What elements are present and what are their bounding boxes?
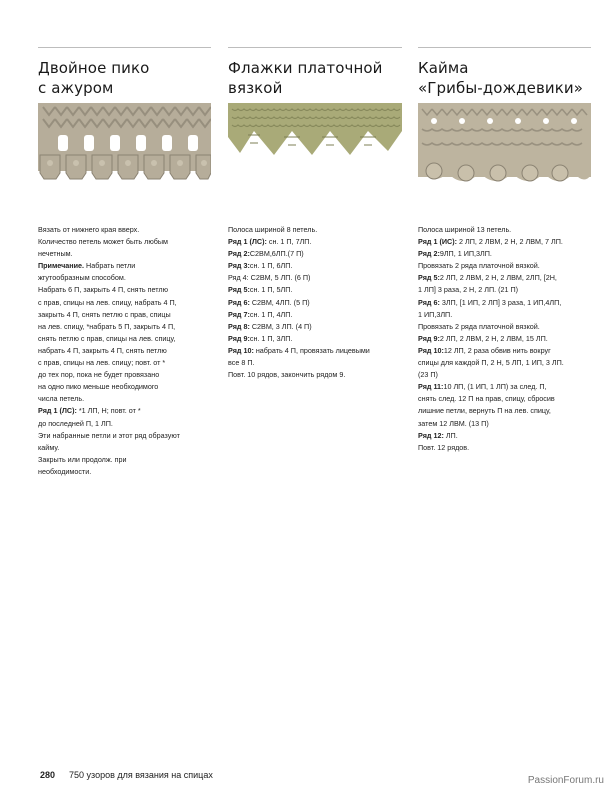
instruction-line: снять петлю с прав, спицы на лев. спицу,: [38, 333, 176, 343]
instruction-line: Ряд 6: 3ЛП, [1 ИП, 2 ЛП] 3 раза, 1 ИП,4ЛП,: [418, 297, 562, 307]
title-line: «Грибы-дождевики»: [418, 79, 584, 97]
instruction-line: Примечание. Набрать петли: [38, 261, 136, 271]
instruction-line: 1 ЛП] 3 раза, 2 Н, 2 ЛП. (21 П): [418, 285, 519, 295]
instruction-line: лишние петли, вернуть П на лев. спицу,: [418, 406, 551, 416]
column-3-title: [418, 58, 583, 98]
instruction-line: Ряд 10: набрать 4 П, провязать лицевыми: [228, 345, 370, 355]
instruction-line: числа петель.: [38, 394, 85, 404]
instruction-line: спицы для каждой П, 2 Н, 5 ЛП, 1 ИП, 3 ЛП.: [418, 358, 564, 368]
instruction-line: затем 12 ЛВМ. (13 П): [418, 418, 489, 428]
instruction-line: Повт. 12 рядов.: [418, 442, 470, 452]
instruction-line: Ряд 5:2 ЛП, 2 ЛВМ, 2 Н, 2 ЛВМ, 2ЛП, [2Н,: [418, 273, 557, 283]
column-1-rule: [38, 47, 211, 48]
column-2-rule: [228, 47, 402, 48]
title-line: Двойное пико: [38, 59, 150, 77]
instruction-line: Ряд 6: С2ВМ, 4ЛП. (5 П): [228, 297, 310, 307]
book-title: 750 узоров для вязания на спицах: [69, 770, 213, 780]
instruction-line: на лев. спицу, *набрать 5 П, закрыть 4 П,: [38, 321, 176, 331]
instruction-line: нечетным.: [38, 249, 73, 259]
instruction-line: с прав, спицы на лев. спицу; повт. от *: [38, 358, 166, 368]
instruction-line: Ряд 7:сн. 1 П, 4ЛП.: [228, 309, 293, 319]
instruction-line: Ряд 10:12 ЛП, 2 раза обвив нить вокруг: [418, 345, 551, 355]
watermark: PassionForum.ru: [527, 775, 604, 786]
instruction-line: Провязать 2 ряда платочной вязкой.: [418, 261, 540, 271]
instruction-line: Ряд 9:сн. 1 П, 3ЛП.: [228, 333, 293, 343]
instruction-line: Ряд 12: ЛП.: [418, 430, 458, 440]
title-line: Флажки платочной: [228, 59, 383, 77]
instruction-line: Ряд 5:сн. 1 П, 5ЛП.: [228, 285, 293, 295]
garter-flags-photo: [228, 103, 402, 170]
instruction-line: Ряд 4: С2ВМ, 5 ЛП. (6 П): [228, 273, 311, 283]
title-line: с ажуром: [38, 79, 114, 97]
instruction-line: Ряд 1 (ЛС): *1 ЛП, Н; повт. от *: [38, 406, 141, 416]
instruction-line: Набрать 6 П, закрыть 4 П, снять петлю: [38, 285, 168, 295]
instruction-line: Полоса шириной 13 петель.: [418, 225, 512, 234]
instruction-line: до последней П, 1 ЛП.: [38, 418, 113, 428]
instruction-line: Ряд 2:9ЛП, 1 ИП,3ЛП.: [418, 249, 492, 259]
instruction-line: Ряд 2:С2ВМ,6ЛП.(7 П): [228, 249, 304, 259]
instruction-line: Эти набранные петли и этот ряд образуют: [38, 430, 180, 440]
instruction-line: Ряд 9:2 ЛП, 2 ЛВМ, 2 Н, 2 ЛВМ, 15 ЛП.: [418, 333, 548, 343]
instruction-line: 1 ИП,3ЛП.: [418, 309, 453, 319]
instruction-line: Провязать 2 ряда платочной вязкой.: [418, 321, 540, 331]
column-2-instructions: [228, 224, 370, 381]
instruction-line: Ряд 1 (ИС): 2 ЛП, 2 ЛВМ, 2 Н, 2 ЛВМ, 7 ЛП.: [418, 237, 563, 247]
instruction-line: все 8 П.: [228, 358, 255, 368]
column-3-instructions: [418, 224, 564, 454]
instruction-line: кайму.: [38, 442, 60, 452]
page-number: 280: [40, 770, 56, 780]
column-3-rule: [418, 47, 591, 48]
instruction-line: Ряд 11:10 ЛП, (1 ИП, 1 ЛП) за след. П,: [418, 382, 547, 392]
page-footer: [40, 770, 213, 780]
column-2-title: [228, 58, 382, 98]
instruction-line: Ряд 8: С2ВМ, 3 ЛП. (4 П): [228, 321, 312, 331]
title-line: Кайма: [418, 59, 469, 77]
instruction-line: закрыть 4 П, снять петлю с прав, спицы: [38, 309, 171, 319]
instruction-line: снять след. 12 П на прав, спицу, сбросив: [418, 394, 555, 404]
double-picot-photo: [38, 103, 211, 198]
instruction-line: с прав, спицы на лев. спицу, набрать 4 П,: [38, 297, 177, 307]
instruction-line: Количество петель может быть любым: [38, 237, 168, 247]
instruction-line: на одно пико меньше необходимого: [38, 382, 159, 392]
instruction-line: Ряд 3:сн. 1 П, 6ЛП.: [228, 261, 293, 271]
instruction-line: Закрыть или продолж. при: [38, 454, 127, 464]
title-line: вязкой: [228, 79, 283, 97]
puffball-border-photo: [418, 103, 591, 198]
instruction-line: набрать 4 П, закрыть 4 П, снять петлю: [38, 345, 167, 355]
instruction-line: (23 П): [418, 370, 438, 380]
instruction-line: до тех пор, пока не будет провязано: [38, 370, 160, 380]
column-1-title: [38, 58, 149, 98]
column-1-instructions: [38, 224, 180, 478]
instruction-line: необходимости.: [38, 466, 92, 476]
instruction-line: Полоса шириной 8 петель.: [228, 225, 318, 234]
instruction-line: Вязать от нижнего края вверх.: [38, 225, 140, 234]
instruction-line: Ряд 1 (ЛС): сн. 1 П, 7ЛП.: [228, 237, 312, 247]
instruction-line: жгутообразным способом.: [38, 273, 126, 283]
instruction-line: Повт. 10 рядов, закончить рядом 9.: [228, 370, 346, 380]
